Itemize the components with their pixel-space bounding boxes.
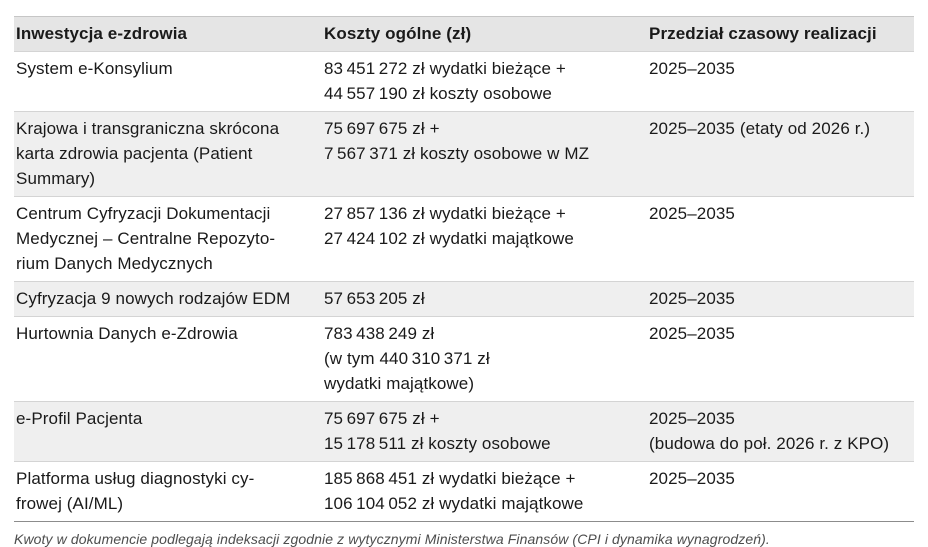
table-row [14, 317, 914, 402]
investment-name-cell: Krajowa i transgraniczna skrócona karta zdrowia pacjenta (Patient Summary) [16, 119, 280, 188]
period-cell: 2025–2035 [649, 204, 735, 223]
header-row [14, 17, 914, 52]
period-cell: 2025–2035 (etaty od 2026 r.) [649, 119, 871, 138]
costs-cell: 75 697 675 zł + 7 567 371 zł koszty osobowe w MZ [324, 119, 590, 163]
period-cell: 2025–2035 [649, 324, 735, 343]
period-cell: 2025–2035 [649, 469, 735, 488]
table-row [14, 197, 914, 282]
investment-name-cell: Centrum Cyfryzacji Dokumentacji Medycznej – Centralne Repozyto- rium Danych Medycznych [16, 204, 276, 273]
period-cell: 2025–2035 [649, 289, 735, 308]
costs-cell: 783 438 249 zł (w tym 440 310 371 zł wydatki majątkowe) [324, 324, 490, 393]
table-row [14, 112, 914, 197]
table-body [14, 52, 914, 522]
investment-name-cell: Platforma usług diagnostyki cy- frowej (AI/ML) [16, 469, 255, 513]
investment-name-cell: Cyfryzacja 9 nowych rodzajów EDM [16, 289, 291, 308]
table-row [14, 402, 914, 462]
period-cell: 2025–2035 (budowa do poł. 2026 r. z KPO) [649, 409, 890, 453]
table-row [14, 282, 914, 317]
ehealth-investments-table [14, 16, 914, 522]
investment-name-cell: System e-Konsylium [16, 59, 173, 78]
table-row [14, 52, 914, 112]
investment-name-cell: Hurtownia Danych e-Zdrowia [16, 324, 238, 343]
period-cell: 2025–2035 [649, 59, 735, 78]
costs-cell: 27 857 136 zł wydatki bieżące + 27 424 102 zł wydatki majątkowe [324, 204, 574, 248]
costs-cell: 57 653 205 zł [324, 289, 425, 308]
costs-cell: 83 451 272 zł wydatki bieżące + 44 557 190 zł koszty osobowe [324, 59, 566, 103]
column-header-costs: Koszty ogólne (zł) [322, 17, 647, 52]
column-header-period: Przedział czasowy realizacji [647, 17, 914, 52]
table-row [14, 462, 914, 522]
costs-cell: 185 868 451 zł wydatki bieżące + 106 104 052 zł wydatki majątkowe [324, 469, 584, 513]
column-header-investment: Inwestycja e-zdrowia [14, 17, 322, 52]
footnote: Kwoty w dokumencie podlegają indeksacji zgodnie z wytycznymi Ministerstwa Finansów (CPI i dynamika wynagrodzeń). [14, 531, 770, 547]
investment-name-cell: e-Profil Pacjenta [16, 409, 143, 428]
costs-cell: 75 697 675 zł + 15 178 511 zł koszty osobowe [324, 409, 551, 453]
